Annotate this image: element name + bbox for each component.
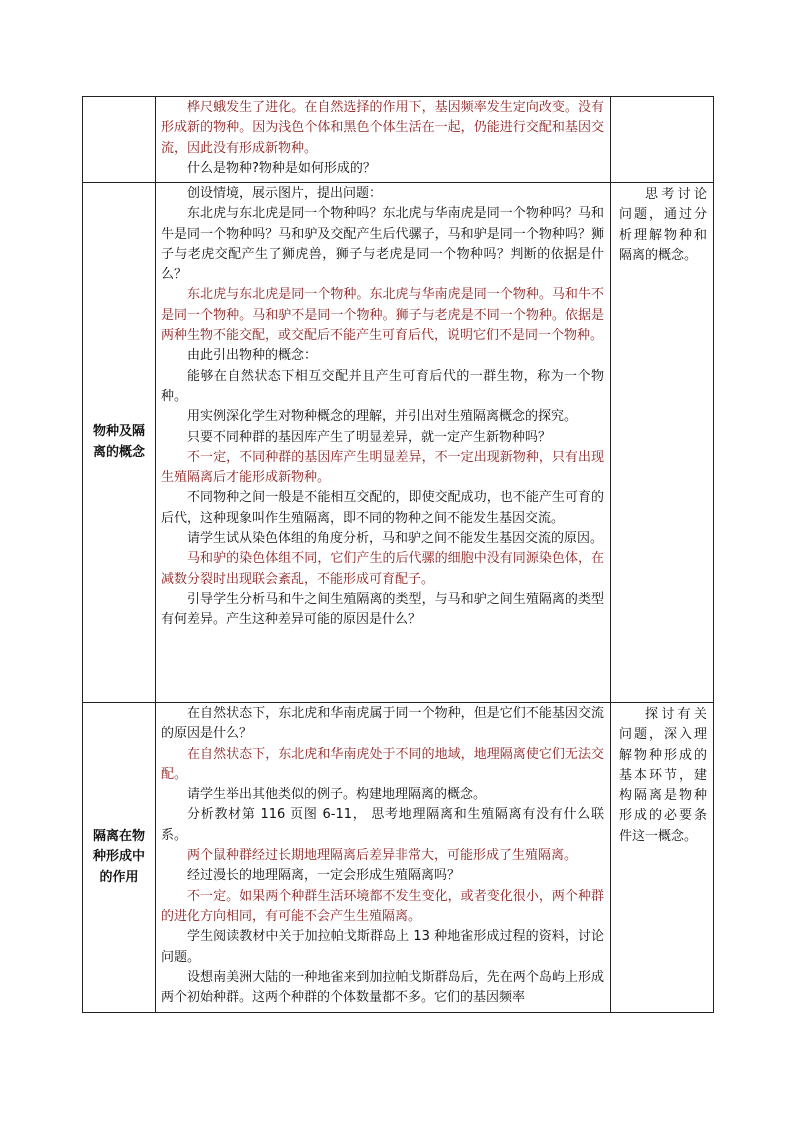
design-intent: 探讨有关问题，深入理解物种形成的基本环节，建构隔离是物种形成的必要条件这一概念。 — [611, 703, 714, 1013]
teaching-content — [156, 703, 611, 1013]
paragraph: 用实例深化学生对物种概念的理解，并引出对生殖隔离概念的探究。 — [187, 409, 578, 425]
paragraph: 设想南美洲大陆的一种地雀来到加拉帕戈斯群岛后，先在两个岛屿上形成两个初始种群。这两个种群的个体数量都不多。它们的基因频率 — [161, 969, 604, 1006]
paragraph: 由此引出物种的概念： — [187, 348, 318, 364]
teaching-content — [156, 97, 611, 183]
paragraph: 请学生举出其他类似的例子。构建地理隔离的概念。 — [187, 787, 487, 803]
answer-paragraph: 不一定。如果两个种群生活环境都不发生变化，或者变化很小，两个种群的进化方向相同，有可能不会产生生殖隔离。 — [161, 888, 604, 924]
paragraph: 只要不同种群的基因库产生了明显差异，就一定产生新物种吗？ — [187, 429, 552, 445]
paragraph: 分析教材第 116 页图 6-11， 思考地理隔离和生殖隔离有没有什么联系。 — [161, 807, 604, 843]
paragraph: 引导学生分析马和牛之间生殖隔离的类型，与马和驴之间生殖隔离的类型有何差异。产生这种差异可能的原因是什么？ — [161, 591, 604, 628]
paragraph: 东北虎与东北虎是同一个物种吗？东北虎与华南虎是同一个物种吗？马和牛是同一个物种吗？马和驴及交配产生后代骡子，马和驴是同一个物种吗？狮子与老虎交配产生了狮虎兽，狮子与老虎是同一个物种吗？判断的依据是什么？ — [161, 206, 604, 283]
answer-paragraph: 东北虎与东北虎是同一个物种。东北虎与华南虎是同一个物种。马和牛不是同一个物种。马和驴不是同一个物种。狮子与老虎是不同一个物种。依据是两种生物不能交配，或交配后不能产生可育后代，说明它们不是同一个物种。 — [161, 287, 604, 344]
paragraph: 不同物种之间一般是不能相互交配的，即使交配成功，也不能产生可育的后代，这种现象叫作生殖隔离，即不同的物种之间不能发生基因交流。 — [161, 490, 604, 526]
paragraph: 能够在自然状态下相互交配并且产生可育后代的一群生物，称为一个物种。 — [161, 368, 604, 404]
section-label: 物种及隔离的概念 — [83, 183, 156, 703]
paragraph: 请学生试从染色体组的角度分析，马和驴之间不能发生基因交流的原因。 — [187, 531, 604, 547]
design-intent: 思考讨论问题，通过分析理解物种和隔离的概念。 — [611, 183, 714, 703]
design-intent — [611, 97, 714, 183]
paragraph: 学生阅读教材中关于加拉帕戈斯群岛上 13 种地雀形成过程的资料，讨论问题。 — [161, 929, 604, 965]
answer-paragraph: 马和驴的染色体组不同，它们产生的后代骡的细胞中没有同源染色体，在减数分裂时出现联会紊乱，不能形成可育配子。 — [161, 551, 604, 587]
section-label — [83, 97, 156, 183]
teaching-content — [156, 183, 611, 703]
paragraph: 在自然状态下，东北虎和华南虎属于同一个物种，但是它们不能基因交流的原因是什么？ — [161, 706, 604, 742]
paragraph: 经过漫长的地理隔离，一定会形成生殖隔离吗？ — [187, 868, 461, 884]
answer-paragraph: 不一定，不同种群的基因库产生明显差异，不一定出现新物种，只有出现生殖隔离后才能形成新物种。 — [161, 449, 604, 486]
paragraph: 创设情境，展示图片，提出问题： — [187, 186, 383, 201]
table-row — [83, 97, 714, 183]
section-label: 隔离在物种形成中的作用 — [83, 703, 156, 1013]
question-paragraph: 什么是物种?物种是如何形成的？ — [187, 160, 376, 176]
answer-paragraph: 在自然状态下，东北虎和华南虎处于不同的地域，地理隔离使它们无法交配。 — [161, 746, 604, 782]
answer-paragraph: 桦尺蛾发生了进化。在自然选择的作用下，基因频率发生定向改变。没有形成新的物种。因为浅色个体和黑色个体生活在一起，仍能进行交配和基因交流，因此没有形成新物种。 — [161, 100, 604, 156]
table-row — [83, 703, 714, 1013]
answer-paragraph: 两个鼠种群经过长期地理隔离后差异非常大，可能形成了生殖隔离。 — [187, 848, 578, 864]
table-row — [83, 183, 714, 703]
lesson-plan-table — [82, 96, 714, 1013]
